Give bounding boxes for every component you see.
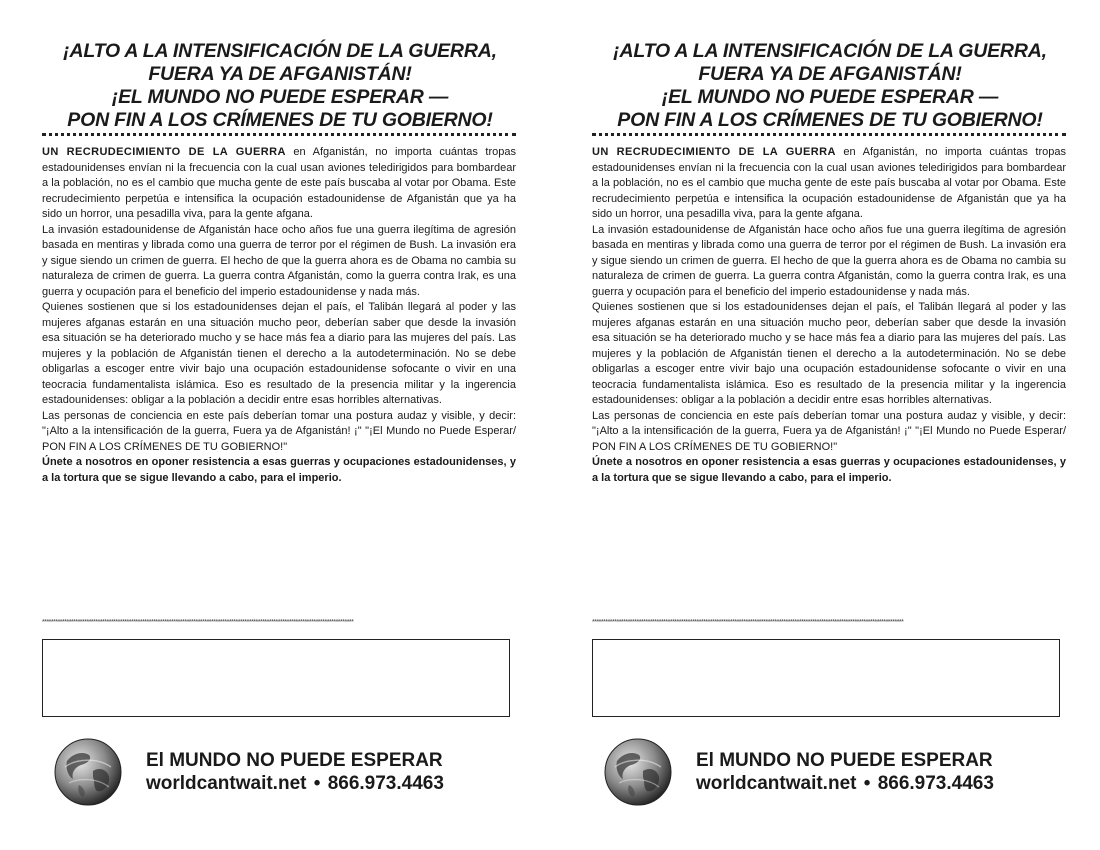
paragraph-text: en Afganistán, no importa cuántas tropas estadounidenses envían ni la frecuencia con la cual usan aviones teledirigidos para bombardear a la población, no es el cambio que mucha gente de este país buscaba al votar por Obama. Este recrudecimiento perpetúa e intensifica la ocupación estadounidense de Afganistán que ya ha sido un horror, una pesadilla viva, para la gente afgana.	[42, 146, 516, 220]
headline	[30, 40, 530, 132]
dotted-divider	[592, 133, 1066, 136]
body-text	[592, 145, 1066, 486]
headline-line-3: ¡EL MUNDO NO PUEDE ESPERAR —	[661, 86, 999, 108]
headline-line-2: FUERA YA DE AFGANISTÁN!	[698, 63, 962, 85]
dotted-divider	[42, 133, 516, 136]
organization-name: El MUNDO NO PUEDE ESPERAR	[146, 750, 443, 771]
paragraph-1	[592, 145, 1066, 223]
website-link[interactable]: worldcantwait.net	[146, 773, 307, 794]
headline-line-1: ¡ALTO A LA INTENSIFICACIÓN DE LA GUERRA,	[63, 40, 497, 62]
paragraph-4: Las personas de conciencia en este país deberían tomar una postura audaz y visible, y decir: "¡Alto a la intensificación de la guerra, Fuera ya de Afganistán! ¡" "¡El Mundo no Puede Esperar/ PON FIN A LOS CRÍMENES DE TU GOBIERNO!"	[42, 409, 516, 453]
paragraph-4: Las personas de conciencia en este país deberían tomar una postura audaz y visible, y decir: "¡Alto a la intensificación de la guerra, Fuera ya de Afganistán! ¡" "¡El Mundo no Puede Esperar/ PON FIN A LOS CRÍMENES DE TU GOBIERNO!"	[592, 409, 1066, 453]
flyer-right	[550, 0, 1100, 850]
asterisk-divider: ********************************************************************************************************************************************	[42, 619, 354, 626]
paragraph-3: Quienes sostienen que si los estadounidenses dejan el país, el Talibán llegará al poder y las mujeres afganas estarán en una situación mucho peor, deberían saber que desde la invasión esa situación se ha deteriorado mucho y se hace más fea a diario para las mujeres del país. Las mujeres y la población de Afganistán tienen el derecho a la autodeterminación. No se debe obligarlas a escoger entre vivir bajo una ocupación estadounidense sofocante o vivir en una teocracia fundamentalista islámica. Eso es resultado de la presencia militar y la ingerencia estadounidenses: obligar a la población a decidir entre esas horribles alternativas.	[592, 301, 1066, 406]
closing-statement: Únete a nosotros en oponer resistencia a esas guerras y ocupaciones estadounidenses, y a la tortura que se sigue llevando a cabo, para el imperio.	[42, 456, 516, 484]
organization-name: El MUNDO NO PUEDE ESPERAR	[696, 750, 993, 771]
asterisk-divider: ********************************************************************************************************************************************	[592, 619, 904, 626]
paragraph-lead: UN RECRUDECIMIENTO DE LA GUERRA	[592, 146, 836, 158]
phone-number: 866.973.4463	[327, 773, 444, 794]
contact-box	[592, 639, 1060, 717]
headline-line-4: PON FIN A LOS CRÍMENES DE TU GOBIERNO!	[617, 109, 1043, 131]
paragraph-text: en Afganistán, no importa cuántas tropas estadounidenses envían ni la frecuencia con la cual usan aviones teledirigidos para bombardear a la población, no es el cambio que mucha gente de este país buscaba al votar por Obama. Este recrudecimiento perpetúa e intensifica la ocupación estadounidense de Afganistán que ya ha sido un horror, una pesadilla viva, para la gente afgana.	[592, 146, 1066, 220]
organization-contact	[696, 773, 994, 795]
headline	[580, 40, 1080, 132]
globe-icon	[53, 737, 123, 807]
phone-number: 866.973.4463	[877, 773, 994, 794]
body-text	[42, 145, 516, 486]
bullet-separator: •	[863, 773, 871, 794]
globe-icon	[603, 737, 673, 807]
closing-statement: Únete a nosotros en oponer resistencia a esas guerras y ocupaciones estadounidenses, y a la tortura que se sigue llevando a cabo, para el imperio.	[592, 456, 1066, 484]
contact-box	[42, 639, 510, 717]
paragraph-3: Quienes sostienen que si los estadounidenses dejan el país, el Talibán llegará al poder y las mujeres afganas estarán en una situación mucho peor, deberían saber que desde la invasión esa situación se ha deteriorado mucho y se hace más fea a diario para las mujeres del país. Las mujeres y la población de Afganistán tienen el derecho a la autodeterminación. No se debe obligarlas a escoger entre vivir bajo una ocupación estadounidense sofocante o vivir en una teocracia fundamentalista islámica. Eso es resultado de la presencia militar y la ingerencia estadounidenses: obligar a la población a decidir entre esas horribles alternativas.	[42, 301, 516, 406]
bullet-separator: •	[313, 773, 321, 794]
headline-line-1: ¡ALTO A LA INTENSIFICACIÓN DE LA GUERRA,	[613, 40, 1047, 62]
headline-line-2: FUERA YA DE AFGANISTÁN!	[148, 63, 412, 85]
headline-line-3: ¡EL MUNDO NO PUEDE ESPERAR —	[111, 86, 449, 108]
paragraph-1	[42, 145, 516, 223]
organization-contact	[146, 773, 444, 795]
headline-line-4: PON FIN A LOS CRÍMENES DE TU GOBIERNO!	[67, 109, 493, 131]
website-link[interactable]: worldcantwait.net	[696, 773, 857, 794]
paragraph-2: La invasión estadounidense de Afganistán hace ocho años fue una guerra ilegítima de agresión basada en mentiras y librada como una guerra de terror por el régimen de Bush. La invasión era y sigue siendo un crimen de guerra. El hecho de que la guerra ahora es de Obama no cambia su naturaleza de crimen de guerra. La guerra contra Afganistán, como la guerra contra Irak, es una guerra y ocupación para el beneficio del imperio estadounidense y nada más.	[42, 223, 516, 298]
paragraph-lead: UN RECRUDECIMIENTO DE LA GUERRA	[42, 146, 286, 158]
paragraph-2: La invasión estadounidense de Afganistán hace ocho años fue una guerra ilegítima de agresión basada en mentiras y librada como una guerra de terror por el régimen de Bush. La invasión era y sigue siendo un crimen de guerra. El hecho de que la guerra ahora es de Obama no cambia su naturaleza de crimen de guerra. La guerra contra Afganistán, como la guerra contra Irak, es una guerra y ocupación para el beneficio del imperio estadounidense y nada más.	[592, 223, 1066, 298]
